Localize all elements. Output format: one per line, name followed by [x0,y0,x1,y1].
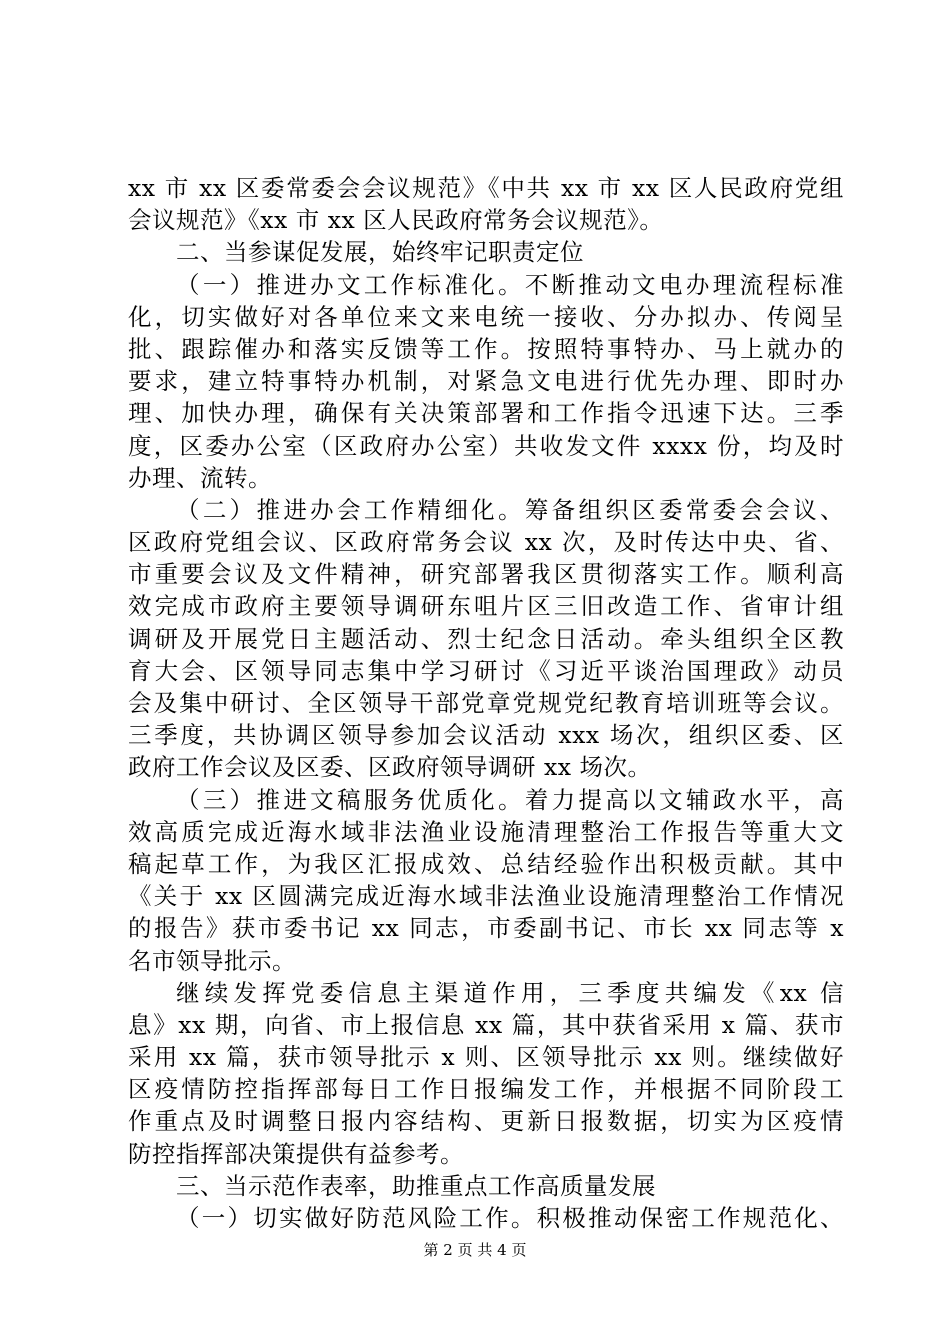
text-line: 市重要会议及文件精神，研究部署我区贯彻落实工作。顺利高 [128,560,844,589]
text-line: （二）推进办会工作精细化。筹备组织区委常委会会议、 [176,495,844,524]
text-line: 三、当示范作表率，助推重点工作高质量发展 [176,1171,656,1200]
text-line: 化，切实做好对各单位来文来电统一接收、分办拟办、传阅呈 [128,302,844,331]
text-line: 的报告》获市委书记 xx 同志，市委副书记、市长 xx 同志等 x [128,914,844,943]
document-body [128,172,844,1234]
text-line: （三）推进文稿服务优质化。着力提高以文辅政水平，高 [176,785,844,814]
text-line: 区疫情防控指挥部每日工作日报编发工作，并根据不同阶段工 [128,1075,844,1104]
text-line: 理、加快办理，确保有关决策部署和工作指令迅速下达。三季 [128,399,844,428]
text-line: 效高质完成近海水域非法渔业设施清理整治工作报告等重大文 [128,817,844,846]
text-line: （一）推进办文工作标准化。不断推动文电办理流程标准 [176,270,844,299]
text-line: 二、当参谋促发展，始终牢记职责定位 [176,238,584,267]
text-line: 要求，建立特事特办机制，对紧急文电进行优先办理、即时办 [128,367,844,396]
text-line: 《关于 xx 区圆满完成近海水域非法渔业设施清理整治工作情况 [128,882,844,911]
text-line: 会及集中研讨、全区领导干部党章党规党纪教育培训班等会议。 [128,689,844,717]
text-line: 政府工作会议及区委、区政府领导调研 xx 场次。 [128,753,652,782]
text-line: 三季度，共协调区领导参加会议活动 xxx 场次，组织区委、区 [128,721,844,750]
text-line: 度，区委办公室（区政府办公室）共收发文件 xxxx 份，均及时 [128,431,844,460]
text-line: 息》xx 期，向省、市上报信息 xx 篇，其中获省采用 x 篇、获市 [128,1010,844,1039]
text-line: 名市领导批示。 [128,946,296,975]
page-footer: 第 2 页 共 4 页 [423,1241,527,1259]
text-line: 作重点及时调整日报内容结构、更新日报数据，切实为区疫情 [128,1107,844,1136]
text-line: 继续发挥党委信息主渠道作用，三季度共编发《xx 信 [176,978,844,1007]
text-line: 采用 xx 篇，获市领导批示 x 则、区领导批示 xx 则。继续做好 [128,1043,844,1072]
text-line: 稿起草工作，为我区汇报成效、总结经验作出积极贡献。其中 [128,849,844,878]
text-line: 批、跟踪催办和落实反馈等工作。按照特事特办、马上就办的 [128,334,844,363]
text-line: 会议规范》《xx 市 xx 区人民政府常务会议规范》。 [128,206,664,235]
text-line: （一）切实做好防范风险工作。积极推动保密工作规范化、 [176,1204,844,1232]
text-line: 育大会、区领导同志集中学习研讨《习近平谈治国理政》动员 [128,656,844,685]
text-line: 效完成市政府主要领导调研东咀片区三旧改造工作、省审计组 [128,592,844,621]
text-line: xx 市 xx 区委常委会会议规范》《中共 xx 市 xx 区人民政府党组 [128,174,844,202]
text-line: 区政府党组会议、区政府常务会议 xx 次，及时传达中央、省、 [128,528,844,557]
text-line: 办理、流转。 [128,463,272,492]
text-line: 调研及开展党日主题活动、烈士纪念日活动。牵头组织全区教 [128,624,844,653]
text-line: 防控指挥部决策提供有益参考。 [128,1139,464,1168]
